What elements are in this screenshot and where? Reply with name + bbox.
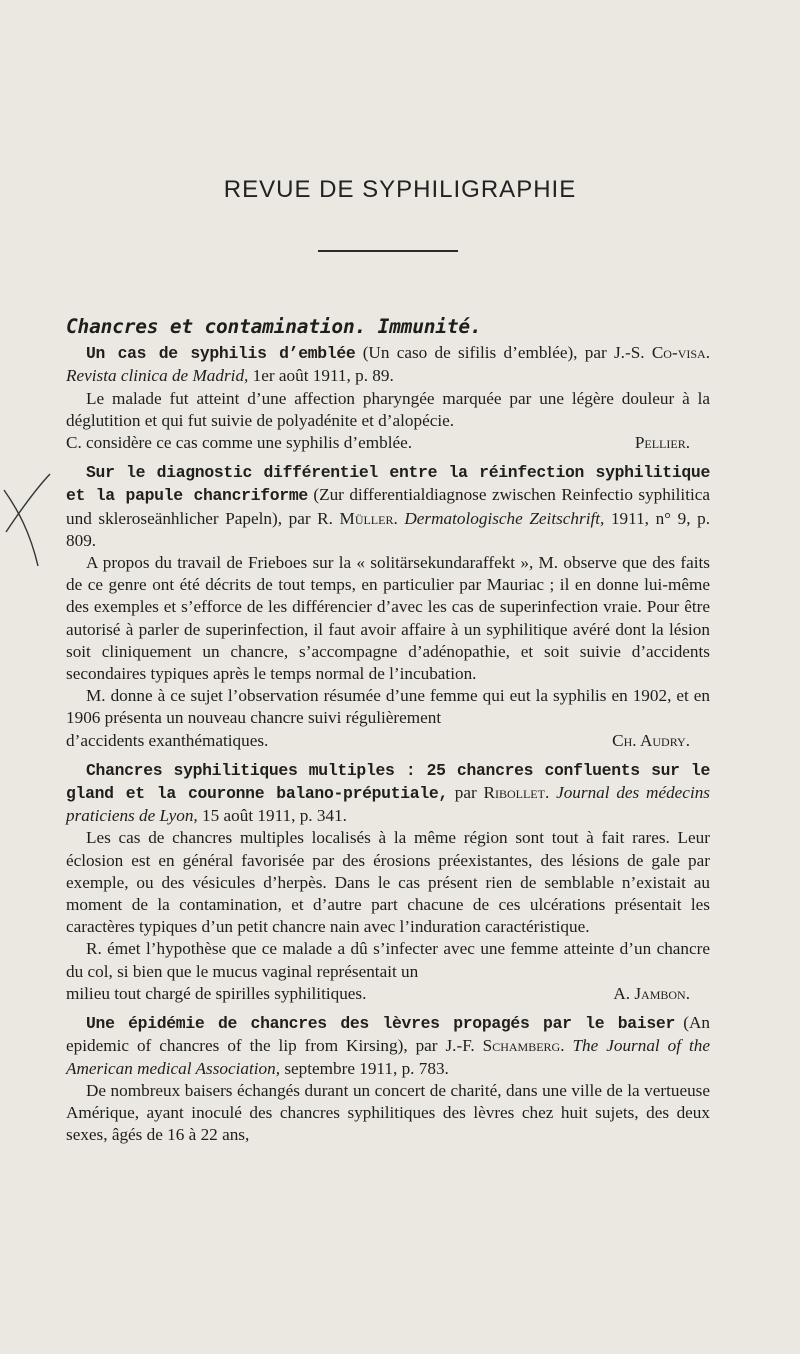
entry-1-journal: Revista clinica de Madrid, — [66, 366, 249, 386]
entry-3-title: Chancres syphilitiques multiples : 25 chancres confluents sur le gland et la couronne balano-préputiale, — [66, 760, 710, 804]
entry-4-author: Schamberg — [482, 1036, 561, 1056]
entry-2-signature-line: d’accidents exanthématiques. Ch. Audry. — [66, 730, 710, 752]
pencil-cross-mark — [0, 470, 60, 580]
entry-2-citation: Sur le diagnostic différentiel entre la réinfection syphilitique et la papule chancriforme (Zur differentialdiagnose zwischen Reinfectio syphilitica und skleroseänhlicher Papeln), par R. Müller. Dermatologische Zeitschrift, 1911, n° 9, p. 809. — [66, 463, 711, 550]
entry-2-title: Sur le diagnostic différentiel entre la réinfection syphilitique et la papule chancriforme — [66, 463, 710, 506]
entry-3-signature: A. Jambon. — [613, 983, 690, 1003]
running-header: REVUE DE SYPHILIGRAPHIE — [223, 176, 577, 203]
entry-3-signature-line: milieu tout chargé de spirilles syphilitiques. A. Jambon. — [66, 983, 710, 1005]
entry-1-author: Co-visa — [651, 343, 706, 363]
entry-2-paragraph-1: A propos du travail de Frieboes sur la « solitärsekundaraffekt », M. observe que des faits de ce genre ont été décrits de tout temps, en particulier par Mauriac ; il en donne lui-même des exemples et s’efforce de les différencier d’avec les cas de superinfection vraie. Pour être autorisé à parler de superinfection, il faut avoir affaire à un syphilitique avéré dont la lésion soit cliniquement un chancre, s’accompagne d’adénopathie, et soit suivie d’accidents secondaires typiques après le temps normal de l’incubation. — [66, 553, 710, 684]
entry-3-author: Ribollet — [483, 783, 545, 803]
header-rule — [318, 250, 458, 252]
entry-3-paragraph-1: Les cas de chancres multiples localisés à la même région sont tout à fait rares. Leur éclosion est en général favorisée par des érosions préexistantes, des lésions de gale par exemple, ou des vésicules d’herpès. Dans le cas présent rien de semblable n’existait au moment de la contamination, et d’autre part chacune de ces ulcérations présentait les caractères typiques d’un petit chancre nain avec l’induration caractéristique. — [66, 828, 710, 937]
section-title: Chancres et contamination. Immunité. — [66, 315, 482, 338]
entry-4-journal: The Journal of the American medical Association, — [66, 1036, 711, 1078]
entry-1-signature-line: C. considère ce cas comme une syphilis d’emblée. Pellier. — [66, 432, 710, 454]
entry-1-title: Un cas de syphilis d’emblée — [86, 344, 356, 364]
entry-3-paragraph-2: R. émet l’hypothèse que ce malade a dû s’infecter avec une femme atteinte d’un chancre du col, si bien que le mucus vaginal représentait un — [66, 939, 710, 981]
entry-2-paragraph-2: M. donne à ce sujet l’observation résumée d’une femme qui eut la syphilis en 1902, et en 1906 présenta un nouveau chancre suivi régulièrement — [66, 686, 710, 728]
entry-1-body: Le malade fut atteint d’une affection pharyngée marquée par une légère douleur à la déglutition et qui fut suivie de polyadénite et d’alopécie. — [66, 388, 710, 430]
article-text — [66, 316, 710, 1146]
entry-3-citation: Chancres syphilitiques multiples : 25 chancres confluents sur le gland et la couronne balano-préputiale, par Ribollet. Journal des médecins praticiens de Lyon, 15 août 1911, p. 341. — [66, 760, 710, 826]
entry-2-author: Müller — [339, 508, 394, 528]
entry-4-title: Une épidémie de chancres des lèvres propagés par le baiser — [86, 1014, 675, 1034]
entry-1-citation: Un cas de syphilis d’emblée (Un caso de sifilis d’emblée), par J.-S. Co-visa. Revista clinica de Madrid, 1er août 1911, p. 89. — [66, 343, 710, 386]
entry-2-signature: Ch. Audry. — [612, 730, 690, 750]
entry-2-journal: Dermatologische Zeitschrift, — [404, 508, 605, 528]
entry-1-signature: Pellier. — [634, 433, 690, 453]
entry-4-citation: Une épidémie de chancres des lèvres propagés par le baiser (An epidemic of chancres of the lip from Kirsing), par J.-F. Schamberg. The Journal of the American medical Association, septembre 1911, p. 783. — [66, 1013, 711, 1078]
entry-4-paragraph-1: De nombreux baisers échangés durant un concert de charité, dans une ville de la vertueuse Amérique, ayant inoculé des chancres syphilitiques des lèvres chez huit sujets, des deux sexes, âgés de 16 à 22 ans, — [66, 1080, 710, 1145]
entry-3-journal: Journal des médecins praticiens de Lyon, — [66, 783, 710, 826]
